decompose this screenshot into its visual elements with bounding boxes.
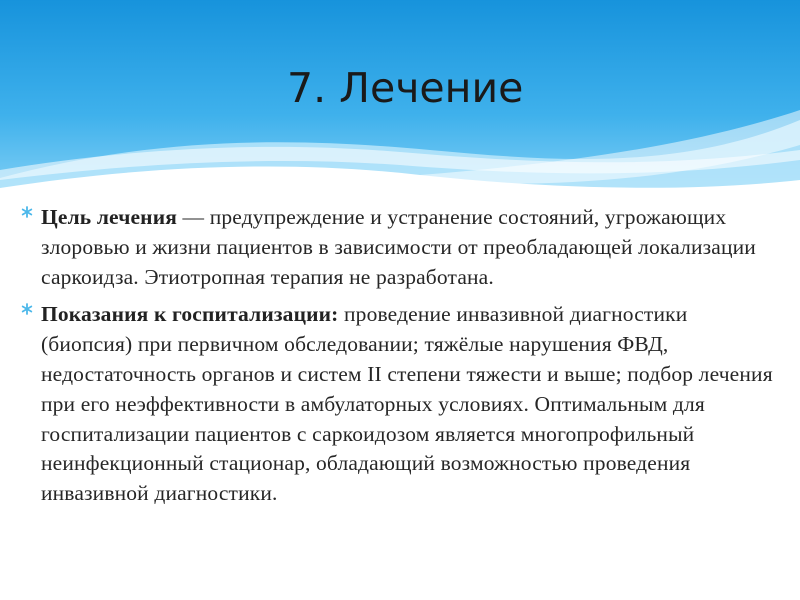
bullet-list <box>20 203 780 509</box>
bullet-text <box>41 300 780 509</box>
slide-title: 7. Лечение <box>287 64 524 112</box>
asterisk-bullet-icon <box>20 302 34 316</box>
bullet-body: — предупреждение и устранение состояний, угрожающих злоровью и жизни пациентов в зависимости от преобладающей локализации саркоидза. Этиотропная терапия не разработана. <box>41 205 756 289</box>
bullet-body: проведение инвазивной диагностики (биопсия) при первичном обследовании; тяжёлые нарушения ФВД, недостаточность органов и систем II степени тяжести и выше; подбор лечения при его неэффективности в амбулаторных условиях. Оптимальным для госпитализации пациентов с саркоидозом является многопрофильный неинфекционный стационар, обладающий возможностью проведения инвазивной диагностики. <box>41 302 773 506</box>
list-item <box>20 203 780 292</box>
bullet-heading: Показания к госпитализации: <box>41 302 339 327</box>
bullet-text <box>41 203 780 292</box>
list-item <box>20 300 780 509</box>
asterisk-bullet-icon <box>20 205 34 219</box>
bullet-heading: Цель лечения <box>41 205 178 229</box>
